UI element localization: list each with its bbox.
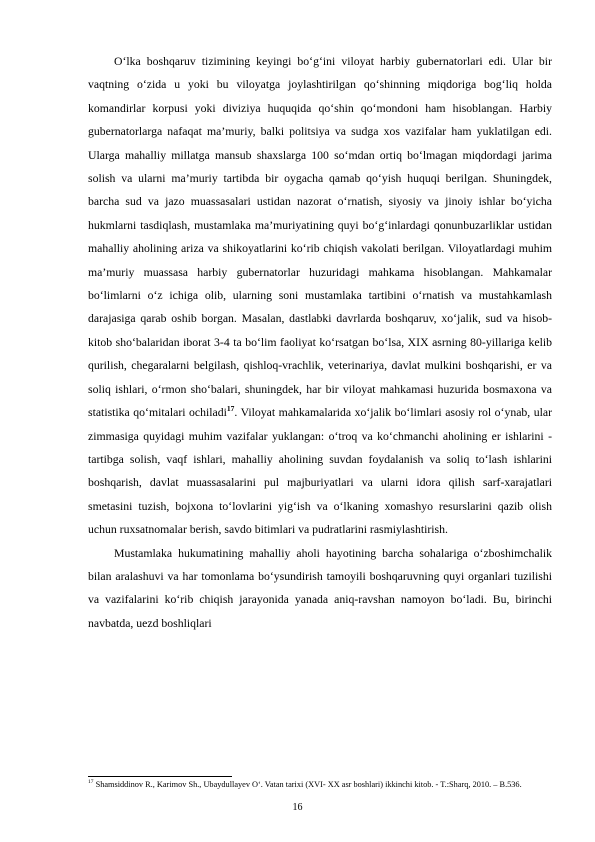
paragraph-2-text: Mustamlaka hukumatining mahalliy aholi hayotining barcha sohalariga o‘zboshimchalik bilan aralashuvi va har tomonlama bo‘ysundirish tamoyili boshqaruvning quyi organlari tuzilishi va vazifalarini ko‘rib chiqish jarayonida yanada aniq-ravshan namoyon bo‘ladi. Bu, birinchi navbatda, uezd boshliqlari: [88, 546, 552, 630]
page-body: [88, 50, 552, 635]
footnote-reference[interactable]: 17: [226, 404, 235, 414]
paragraph-1-text: O‘lka boshqaruv tizimining keyingi bo‘g‘ini viloyat harbiy gubernatorlari edi. Ular bir vaqtning o‘zida u yoki bu viloyatga joylashtirilgan qo‘shinning miqdoriga bog‘liq holda komandirlar korpusi yoki diviziya huquqida qo‘shin qo‘mondoni ham hisoblangan. Harbiy gubernatorlarga nafaqat ma’muriy, balki politsiya va sudga xos vazifalar ham yuklatilgan edi. Ularga mahalliy millatga mansub shaxslarga 100 so‘mdan ortiq bo‘lmagan miqdordagi jarima solish va ularni ma’muriy tartibda bir oygacha qamab qo‘yish huquqi berilgan. Shuningdek, barcha sud va jazo muassasalari ustidan nazorat o‘rnatish, siyosiy va jinoiy ishlar bo‘yicha hukmlarni tasdiqlash, mustamlaka ma’muriyatining quyi bo‘g‘inlardagi qonunbuzarliklar ustidan mahalliy aholining ariza va shikoyatlarini ko‘rib chiqish vakolati berilgan. Viloyatlardagi muhim ma’muriy muassasa harbiy gubernatorlar huzuridagi mahkama hisoblangan. Mahkamalar bo‘limlarni o‘z ichiga olib, ularning soni mustamlaka tartibini o‘rnatish va mustahkamlash darajasiga qarab oshib borgan. Masalan, dastlabki davrlarda boshqaruv, xo‘jalik, sud va hisob-kitob sho‘balaridan iborat 3-4 ta bo‘lim faoliyat ko‘rsatgan bo‘lsa, XIX asrning 80-yillariga kelib qurilish, chegaralarni belgilash, qishloq-vrachlik, veterinariya, davlat mulkini boshqarishi, er va soliq ishlari, o‘rmon sho‘balari, shuningdek, har bir viloyat mahkamasi huzurida bosmaxona va statistika qo‘mitalari ochiladi: [88, 55, 552, 420]
footnote-number: 17: [88, 779, 94, 786]
paragraph-1: [88, 50, 552, 542]
footnote-text: Shamsiddinov R., Karimov Sh., Ubaydullayev O‘. Vatan tarixi (XVI- XX asr boshlari) ikkinchi kitob. - T.:Sharq, 2010. – B.536.: [93, 780, 522, 789]
footnote: [88, 779, 552, 791]
paragraph-2: [88, 542, 552, 636]
paragraph-1-text-continued: . Viloyat mahkamalarida xo‘jalik bo‘limlari asosiy rol o‘ynab, ular zimmasiga quyidagi muhim vazifalar yuklangan: o‘troq va ko‘chmanchi aholining er ishlarini -tartibga solish, vaqf ishlari, mahalliy aholining suvdan foydalanish va soliq to‘lash ishlarini boshqarish, davlat muassasalarini pul majburiyatlari va ularni idora qilish sarf-xarajatlari smetasini tuzish, bojxona to‘lovlarini yig‘ish va o‘lkaning xomashyo resurslarini qazib olish uchun ruxsatnomalar berish, savdo bitimlari va pudratlarini rasmiylashtirish.: [88, 406, 553, 537]
footnote-divider: [88, 776, 232, 777]
page-number: 16: [292, 802, 303, 813]
